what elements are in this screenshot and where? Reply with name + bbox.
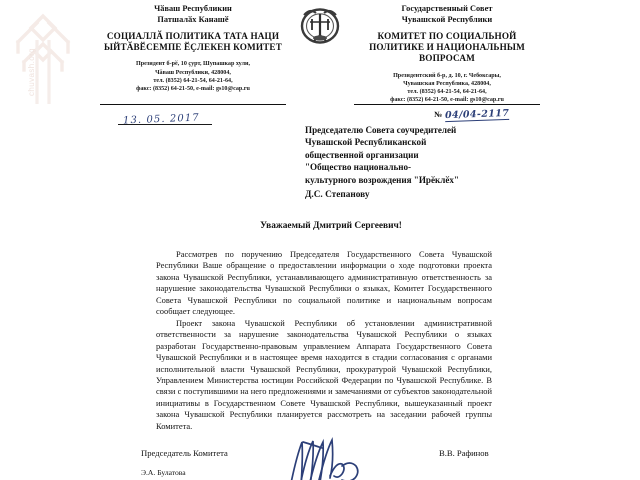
addressee-line-1: Председателю Совета соучредителей [305,125,457,135]
committee-title: СОЦИАЛЛӐ ПОЛИТИКА ТАТА НАЦИ ЫЙТӐВӖСЕМПЕ ӖҪЛЕКЕН КОМИТЕТ [104,31,282,53]
addressee-line-3: общественной организации [305,149,419,160]
letterhead-russian-column [354,4,540,104]
number-value: 04/04-2117 [444,107,510,122]
letterhead-divider [0,104,640,105]
contact-fax-email: факс: (8352) 64-21-50, e-mail: gs10@cap.ru [390,96,504,103]
contact-region: Чӑваш Республики, 428004, [155,69,231,76]
contact-phone: тел. (8352) 64-21-54, 64-21-64, [153,77,233,84]
signature-block [0,448,640,480]
contact-block [354,72,540,104]
handwritten-signature-icon [272,436,392,480]
org-line-2: Патшалӑх Канашӗ [157,14,229,24]
executor-name: Э.А. Булатова [141,468,186,477]
signatory-role: Председатель Комитета [141,448,228,458]
date-field [118,109,212,125]
addressee-line-2: Чувашской Республиканской [305,137,427,148]
salutation: Уважаемый Дмитрий Сергеевич! [260,221,402,231]
emblem-slot [294,4,346,45]
body-paragraph-2: Проект закона Чувашской Республики об установлении административной ответственности за нарушение законодательства Чувашской Республики о языках разработан Государственно-правовым управлением Аппарата Государственного Совета Чувашской Республики и в настоящее время находится в стадии согласования с органами исполнительной власти Чувашской Республики, прокуратурой Чувашской Республики, Управлением Министерства юстиции Российской Федерации по Чувашской Республике. В связи с поступившими на него предложениями и замечаниями от субъектов законодательной инициативы в Государственном Совете Чувашской Республики, вышеуказанный проект закона Чувашской Республики планируется рассмотреть на заседании рабочей группы Комитета. [156,317,492,431]
contact-block [100,60,286,92]
letterhead [0,4,640,104]
signatory-name: В.В. Рафинов [439,448,489,458]
contact-phone: тел. (8352) 64-21-54, 64-21-64, [407,88,487,95]
number-label: № [434,110,443,119]
divider-right [354,104,540,105]
addressee-block [305,124,545,186]
body-paragraph-1: Рассмотрев по поручению Председателя Государственного Совета Чувашской Республики Ваше обращение о предоставлении информации о ходе подготовки проекта закона Чувашской Республики, устанавливающего административную ответственность за нарушение законодательства Чувашской Республики о языках, Комитет Государственного Совета Чувашской Республики по социальной политике и национальным вопросам сообщает следующее. [156,249,492,317]
watermark-text: chuvash.org [27,48,36,96]
committee-title: КОМИТЕТ ПО СОЦИАЛЬНОЙ ПОЛИТИКЕ И НАЦИОНАЛЬНЫМ ВОПРОСАМ [369,31,525,64]
contact-region: Чувашская Республика, 428004, [403,80,491,87]
addressee-line-5: культурного возрождения "Ирӗклӗх" [305,174,459,185]
addressee-line-4: "Общество национально- [305,162,412,173]
addressee-name: Д.С. Степанову [305,190,370,200]
org-line-2: Чувашской Республики [401,14,493,24]
divider-left [100,104,286,105]
org-line-1: Чӑваш Республикин [154,4,232,13]
date-value: 13. 05. 2017 [122,112,201,127]
contact-fax-email: факс: (8352) 64-21-50, e-mail: gs10@cap.ru [136,85,250,92]
contact-address: Президентский б-р, д. 10, г. Чебоксары, [393,72,501,79]
chuvash-republic-state-emblem-icon [298,5,342,45]
number-field [434,109,509,121]
contact-address: Президент б-рӗ, 10 ҫурт, Шупашкар хули, [135,61,251,68]
org-line-1: Государственный Совет [401,4,493,13]
letterhead-chuvash-column [100,4,286,93]
letter-body [156,249,492,432]
divider-spacer [294,104,346,105]
